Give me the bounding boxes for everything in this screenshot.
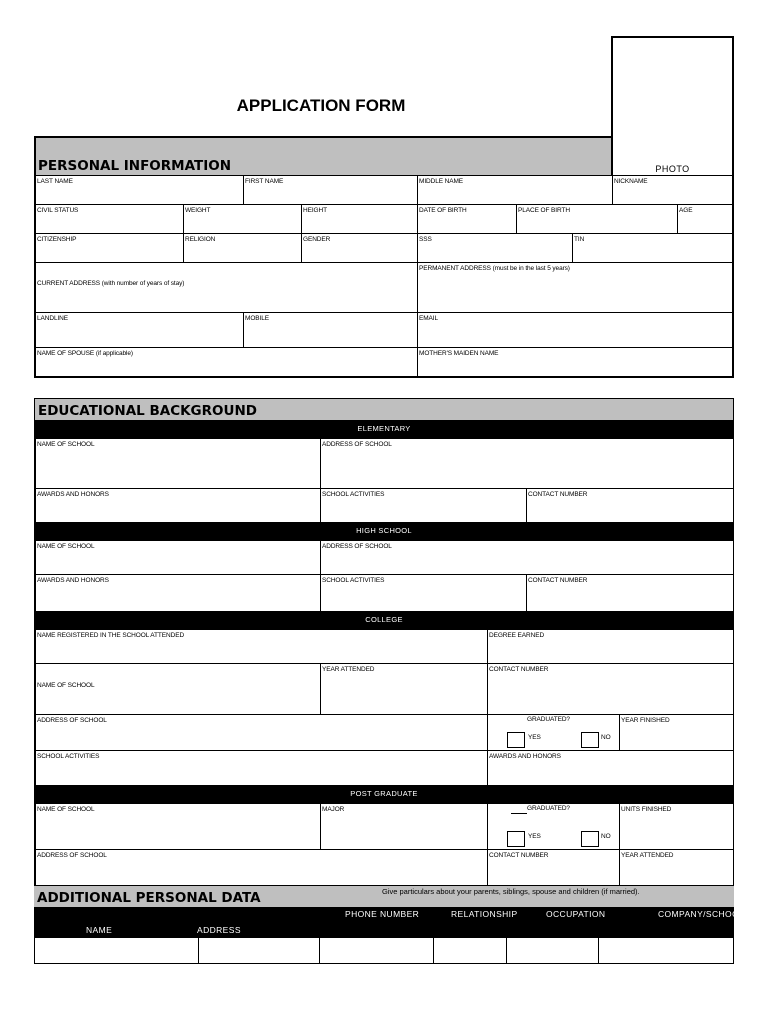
college-no-label: NO: [601, 734, 611, 741]
hs-school-address-field[interactable]: [320, 540, 733, 574]
middle-name-field[interactable]: [417, 175, 612, 204]
elem-awards-field[interactable]: [35, 488, 320, 522]
civil-status-label: CIVIL STATUS: [37, 207, 79, 214]
first-name-label: FIRST NAME: [245, 178, 284, 185]
hs-contact-field[interactable]: [526, 574, 733, 611]
college-awards-label: AWARDS AND HONORS: [489, 753, 561, 760]
hs-awards-label: AWARDS AND HONORS: [37, 577, 109, 584]
pg-yes-checkbox[interactable]: [507, 831, 525, 847]
pg-school-address-label: ADDRESS OF SCHOOL: [37, 852, 107, 859]
pg-school-address-field[interactable]: [35, 849, 487, 885]
college-activities-label: SCHOOL ACTIVITIES: [37, 753, 100, 760]
elem-school-name-label: NAME OF SCHOOL: [37, 441, 95, 448]
permanent-address-label: PERMANENT ADDRESS (must be in the last 5 years): [419, 265, 570, 272]
place-of-birth-field[interactable]: [516, 204, 677, 233]
citizenship-label: CITIZENSHIP: [37, 236, 77, 243]
pg-year-attended-field[interactable]: [619, 849, 733, 885]
highschool-bar: HIGH SCHOOL: [35, 522, 733, 540]
college-awards-field[interactable]: [487, 750, 733, 785]
college-bar: COLLEGE: [35, 611, 733, 629]
elem-school-address-field[interactable]: [320, 438, 733, 488]
pg-graduated-label: GRADUATED?: [527, 805, 570, 812]
permanent-address-field[interactable]: [417, 262, 733, 312]
pg-units-finished-label: UNITS FINISHED: [621, 806, 672, 813]
college-name-registered-field[interactable]: [35, 629, 487, 663]
weight-label: WEIGHT: [185, 207, 211, 214]
pg-major-field[interactable]: [320, 803, 487, 849]
date-of-birth-label: DATE OF BIRTH: [419, 207, 467, 214]
last-name-label: LAST NAME: [37, 178, 73, 185]
college-activities-field[interactable]: [35, 750, 487, 785]
college-year-finished-label: YEAR FINISHED: [621, 717, 670, 724]
date-of-birth-field[interactable]: [417, 204, 516, 233]
spouse-name-label: NAME OF SPOUSE (if applicable): [37, 350, 133, 357]
pg-school-name-field[interactable]: [35, 803, 320, 849]
college-contact-label: CONTACT NUMBER: [489, 666, 549, 673]
mobile-label: MOBILE: [245, 315, 269, 322]
pg-graduated-underline: [511, 813, 527, 814]
pg-year-attended-label: YEAR ATTENDED: [621, 852, 674, 859]
height-label: HEIGHT: [303, 207, 327, 214]
elementary-bar: ELEMENTARY: [35, 420, 733, 438]
height-field[interactable]: [301, 204, 417, 233]
landline-label: LANDLINE: [37, 315, 68, 322]
pg-yes-label: YES: [528, 833, 541, 840]
age-label: AGE: [679, 207, 693, 214]
current-address-label: CURRENT ADDRESS (with number of years of stay): [37, 280, 185, 287]
email-label: EMAIL: [419, 315, 439, 322]
photo-label: PHOTO: [655, 164, 690, 174]
pg-school-name-label: NAME OF SCHOOL: [37, 806, 95, 813]
tin-field[interactable]: [572, 233, 733, 262]
nickname-label: NICKNAME: [614, 178, 648, 185]
pg-major-label: MAJOR: [322, 806, 345, 813]
hs-contact-label: CONTACT NUMBER: [528, 577, 588, 584]
pg-contact-field[interactable]: [487, 849, 619, 885]
elem-activities-field[interactable]: [320, 488, 526, 522]
gender-label: GENDER: [303, 236, 331, 243]
college-year-attended-label: YEAR ATTENDED: [322, 666, 375, 673]
frame-right: [733, 398, 734, 886]
current-address-field[interactable]: [35, 262, 417, 312]
col-divider: [198, 937, 199, 964]
pg-units-finished-field[interactable]: [619, 803, 733, 849]
col-divider: [319, 937, 320, 964]
college-school-address-label: ADDRESS OF SCHOOL: [37, 717, 107, 724]
tin-label: TIN: [574, 236, 585, 243]
col-relationship-header: RELATIONSHIP: [451, 909, 518, 919]
additional-header-bar: [34, 907, 745, 936]
email-field[interactable]: [417, 312, 733, 347]
col-divider: [433, 937, 434, 964]
spouse-name-field[interactable]: [35, 347, 417, 377]
col-divider: [506, 937, 507, 964]
col-occupation-header: OCCUPATION: [546, 909, 606, 919]
elem-school-address-label: ADDRESS OF SCHOOL: [322, 441, 392, 448]
gender-field[interactable]: [301, 233, 417, 262]
college-school-address-field[interactable]: [35, 714, 487, 750]
citizenship-field[interactable]: [35, 233, 183, 262]
elem-school-name-field[interactable]: [35, 438, 320, 488]
sss-field[interactable]: [417, 233, 572, 262]
additional-row[interactable]: [34, 936, 734, 964]
col-company-header: COMPANY/SCHOOL: [658, 909, 745, 919]
civil-status-field[interactable]: [35, 204, 183, 233]
weight-field[interactable]: [183, 204, 301, 233]
elem-activities-label: SCHOOL ACTIVITIES: [322, 491, 385, 498]
middle-name-label: MIDDLE NAME: [419, 178, 464, 185]
elem-contact-label: CONTACT NUMBER: [528, 491, 588, 498]
mother-maiden-name-label: MOTHER'S MAIDEN NAME: [419, 350, 499, 357]
place-of-birth-label: PLACE OF BIRTH: [518, 207, 570, 214]
age-field[interactable]: [677, 204, 733, 233]
mother-maiden-name-field[interactable]: [417, 347, 733, 377]
college-no-checkbox[interactable]: [581, 732, 599, 748]
college-yes-label: YES: [528, 734, 541, 741]
sss-label: SSS: [419, 236, 432, 243]
hs-school-name-field[interactable]: [35, 540, 320, 574]
landline-field[interactable]: [35, 312, 243, 347]
additional-note: Give particulars about your parents, siblings, spouse and children (if married).: [382, 887, 640, 896]
college-degree-field[interactable]: [487, 629, 733, 663]
section-heading-personal: PERSONAL INFORMATION: [35, 138, 611, 175]
college-degree-label: DEGREE EARNED: [489, 632, 545, 639]
col-phone-header: PHONE NUMBER: [345, 909, 420, 919]
last-name-field[interactable]: [35, 175, 243, 204]
pg-no-checkbox[interactable]: [581, 831, 599, 847]
religion-field[interactable]: [183, 233, 301, 262]
hs-activities-field[interactable]: [320, 574, 526, 611]
college-graduated-label: GRADUATED?: [527, 716, 570, 723]
college-contact-field[interactable]: [487, 663, 733, 714]
elem-contact-field[interactable]: [526, 488, 733, 522]
hs-activities-label: SCHOOL ACTIVITIES: [322, 577, 385, 584]
hs-awards-field[interactable]: [35, 574, 320, 611]
col-divider: [598, 937, 599, 964]
hs-school-address-label: ADDRESS OF SCHOOL: [322, 543, 392, 550]
photo-box[interactable]: [611, 36, 734, 176]
college-name-registered-label: NAME REGISTERED IN THE SCHOOL ATTENDED: [37, 632, 185, 639]
elem-awards-label: AWARDS AND HONORS: [37, 491, 109, 498]
section-heading-education: EDUCATIONAL BACKGROUND: [35, 399, 733, 420]
college-yes-checkbox[interactable]: [507, 732, 525, 748]
first-name-field[interactable]: [243, 175, 417, 204]
page-title: APPLICATION FORM: [236, 96, 406, 115]
college-school-name-field[interactable]: [35, 663, 320, 714]
hs-school-name-label: NAME OF SCHOOL: [37, 543, 95, 550]
religion-label: RELIGION: [185, 236, 216, 243]
col-address-header: ADDRESS: [197, 925, 241, 935]
section-heading-additional: ADDITIONAL PERSONAL DATA: [34, 885, 734, 907]
college-year-attended-field[interactable]: [320, 663, 487, 714]
col-name-header: NAME: [86, 925, 113, 935]
pg-no-label: NO: [601, 833, 611, 840]
pg-contact-label: CONTACT NUMBER: [489, 852, 549, 859]
nickname-field[interactable]: [612, 175, 733, 204]
mobile-field[interactable]: [243, 312, 417, 347]
college-year-finished-field[interactable]: [619, 714, 733, 750]
college-school-name-label: NAME OF SCHOOL: [37, 682, 95, 689]
postgrad-bar: POST GRADUATE: [35, 785, 733, 803]
